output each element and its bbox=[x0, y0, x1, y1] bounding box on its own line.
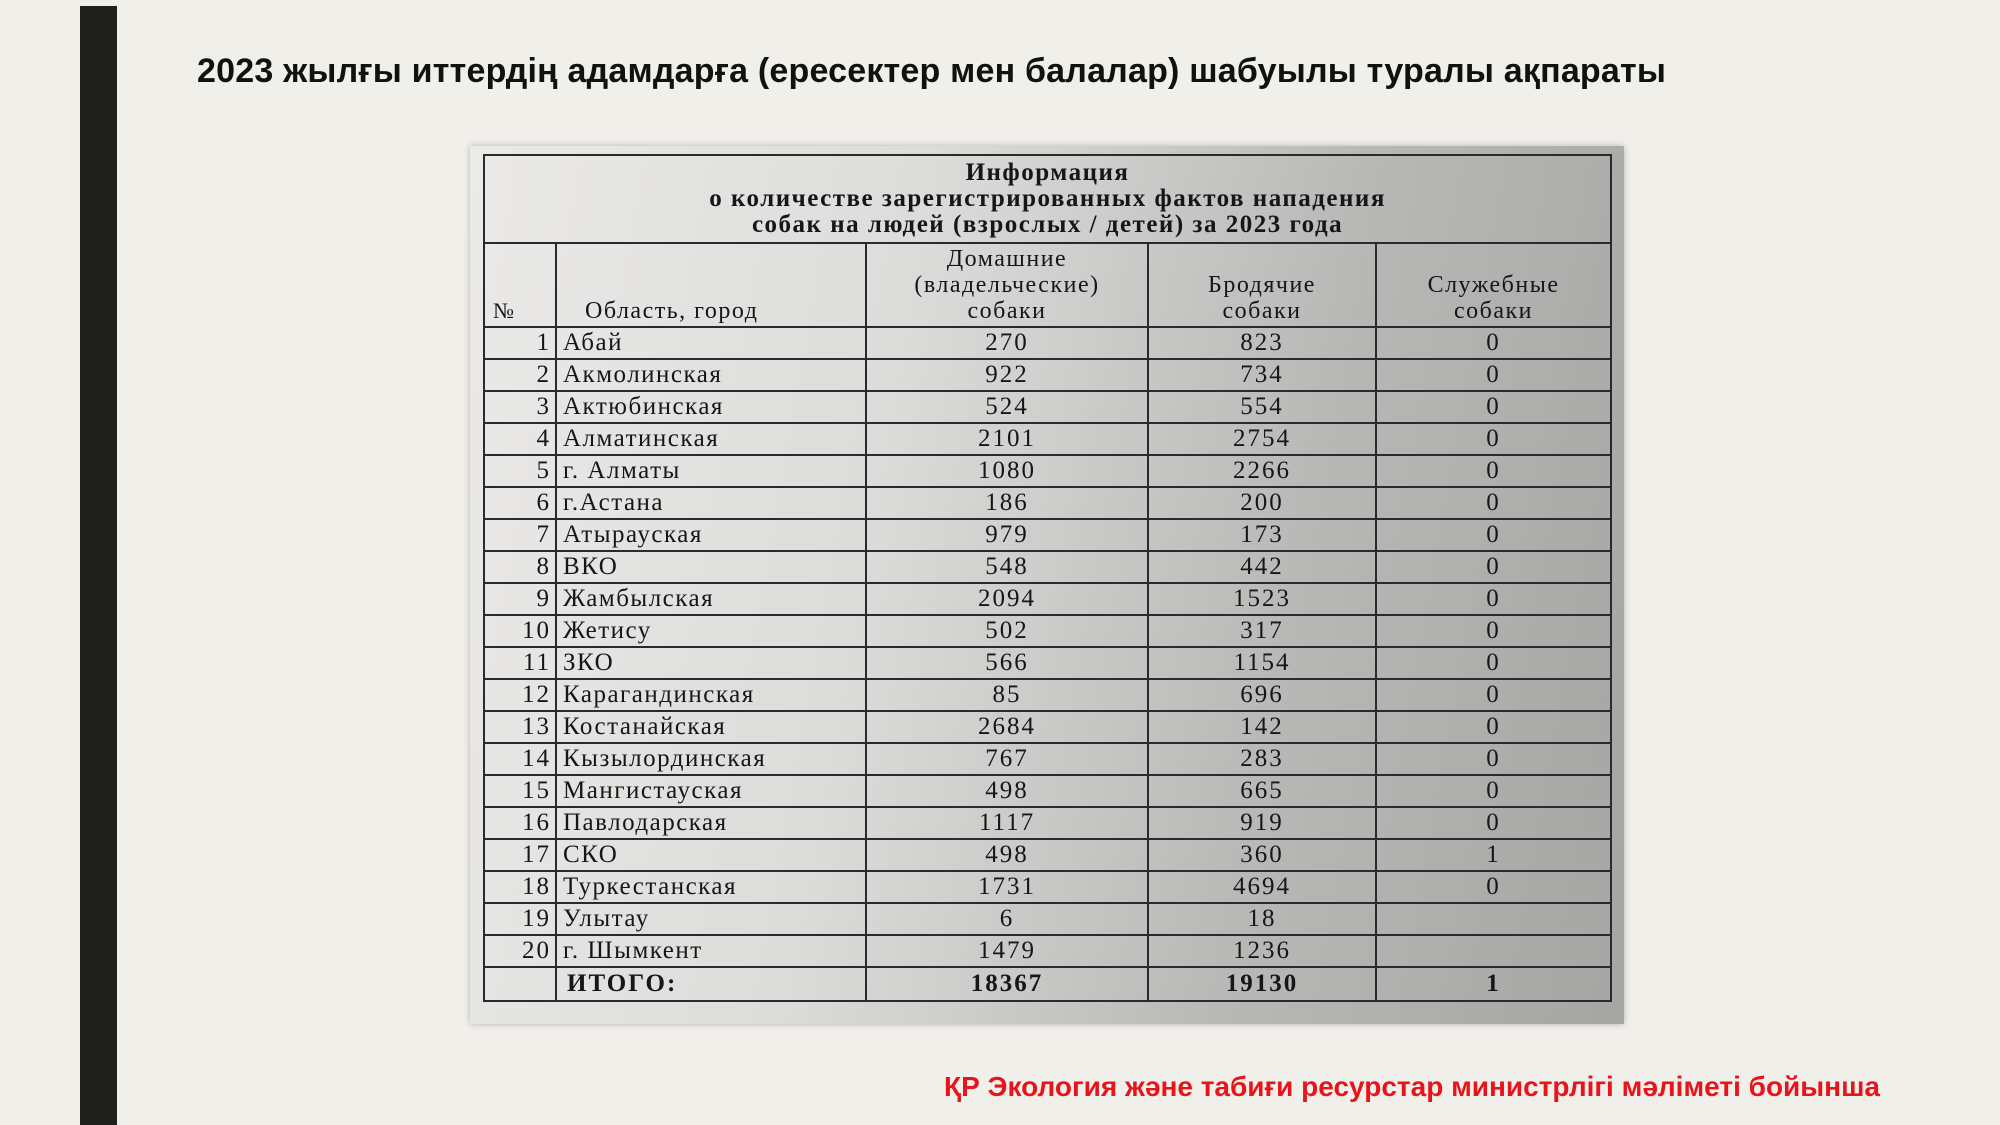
row-stray: 173 bbox=[1148, 519, 1376, 551]
table-row bbox=[484, 583, 1611, 615]
column-header-service-line1: Служебные bbox=[1427, 272, 1560, 298]
row-domestic: 270 bbox=[866, 327, 1148, 359]
row-number: 13 bbox=[484, 711, 556, 743]
row-region: г.Астана bbox=[556, 487, 866, 519]
row-stray: 2266 bbox=[1148, 455, 1376, 487]
row-number: 12 bbox=[484, 679, 556, 711]
row-region: Мангистауская bbox=[556, 775, 866, 807]
row-service bbox=[1376, 903, 1611, 935]
row-stray: 4694 bbox=[1148, 871, 1376, 903]
row-domestic: 524 bbox=[866, 391, 1148, 423]
row-service bbox=[1376, 935, 1611, 967]
table-row bbox=[484, 839, 1611, 871]
row-number: 3 bbox=[484, 391, 556, 423]
row-domestic: 767 bbox=[866, 743, 1148, 775]
row-stray: 734 bbox=[1148, 359, 1376, 391]
row-service: 1 bbox=[1376, 839, 1611, 871]
row-domestic: 186 bbox=[866, 487, 1148, 519]
table-row bbox=[484, 519, 1611, 551]
table-row bbox=[484, 647, 1611, 679]
row-stray: 919 bbox=[1148, 807, 1376, 839]
total-row bbox=[484, 967, 1611, 1001]
row-stray: 283 bbox=[1148, 743, 1376, 775]
row-number: 6 bbox=[484, 487, 556, 519]
table-row bbox=[484, 455, 1611, 487]
column-header-domestic-line3: собаки bbox=[967, 298, 1047, 324]
column-header-region: Область, город bbox=[556, 243, 866, 327]
row-number: 15 bbox=[484, 775, 556, 807]
row-stray: 554 bbox=[1148, 391, 1376, 423]
column-header-stray bbox=[1148, 243, 1376, 327]
row-region: г. Алматы bbox=[556, 455, 866, 487]
table-row bbox=[484, 871, 1611, 903]
row-service: 0 bbox=[1376, 583, 1611, 615]
row-number: 16 bbox=[484, 807, 556, 839]
row-service: 0 bbox=[1376, 423, 1611, 455]
row-domestic: 979 bbox=[866, 519, 1148, 551]
row-stray: 665 bbox=[1148, 775, 1376, 807]
row-stray: 1236 bbox=[1148, 935, 1376, 967]
row-number: 9 bbox=[484, 583, 556, 615]
row-service: 0 bbox=[1376, 327, 1611, 359]
row-number: 11 bbox=[484, 647, 556, 679]
row-region: Жамбылская bbox=[556, 583, 866, 615]
row-stray: 18 bbox=[1148, 903, 1376, 935]
row-service: 0 bbox=[1376, 615, 1611, 647]
table-body bbox=[484, 327, 1611, 967]
table-row bbox=[484, 487, 1611, 519]
table-row bbox=[484, 423, 1611, 455]
column-header-domestic-line1: Домашние bbox=[946, 246, 1068, 272]
document-heading-line2: о количестве зарегистрированных фактов нападения bbox=[709, 185, 1386, 212]
row-region: Улытау bbox=[556, 903, 866, 935]
row-region: Атырауская bbox=[556, 519, 866, 551]
column-header-service-line2: собаки bbox=[1454, 298, 1534, 324]
row-region: г. Шымкент bbox=[556, 935, 866, 967]
row-stray: 823 bbox=[1148, 327, 1376, 359]
total-service: 1 bbox=[1376, 967, 1611, 1001]
row-number: 2 bbox=[484, 359, 556, 391]
row-domestic: 498 bbox=[866, 839, 1148, 871]
row-stray: 2754 bbox=[1148, 423, 1376, 455]
table-row bbox=[484, 743, 1611, 775]
slide-title: 2023 жылғы иттердің адамдарға (ересектер мен балалар) шабуылы туралы ақпараты bbox=[197, 52, 1667, 90]
column-header-row bbox=[484, 243, 1611, 327]
table-row bbox=[484, 903, 1611, 935]
total-stray: 19130 bbox=[1148, 967, 1376, 1001]
row-service: 0 bbox=[1376, 679, 1611, 711]
row-stray: 360 bbox=[1148, 839, 1376, 871]
table-row bbox=[484, 391, 1611, 423]
row-region: ВКО bbox=[556, 551, 866, 583]
row-number: 4 bbox=[484, 423, 556, 455]
row-domestic: 1731 bbox=[866, 871, 1148, 903]
row-service: 0 bbox=[1376, 551, 1611, 583]
document-heading-line3: собак на людей (взрослых / детей) за 2023 года bbox=[751, 211, 1344, 238]
table-row bbox=[484, 679, 1611, 711]
row-region: Костанайская bbox=[556, 711, 866, 743]
row-region: Карагандинская bbox=[556, 679, 866, 711]
row-number: 7 bbox=[484, 519, 556, 551]
row-stray: 442 bbox=[1148, 551, 1376, 583]
row-number: 17 bbox=[484, 839, 556, 871]
table-row bbox=[484, 551, 1611, 583]
table-row bbox=[484, 807, 1611, 839]
column-header-domestic bbox=[866, 243, 1148, 327]
column-header-num: № bbox=[484, 243, 556, 327]
row-domestic: 502 bbox=[866, 615, 1148, 647]
row-service: 0 bbox=[1376, 743, 1611, 775]
table-row bbox=[484, 615, 1611, 647]
source-note: ҚР Экология және табиғи ресурстар министрлігі мәліметі бойынша bbox=[943, 1071, 1880, 1102]
row-service: 0 bbox=[1376, 519, 1611, 551]
column-header-domestic-line2: (владельческие) bbox=[914, 272, 1100, 298]
row-region: СКО bbox=[556, 839, 866, 871]
row-domestic: 566 bbox=[866, 647, 1148, 679]
row-domestic: 922 bbox=[866, 359, 1148, 391]
side-accent-bar bbox=[80, 6, 117, 1125]
row-domestic: 1117 bbox=[866, 807, 1148, 839]
row-region: Актюбинская bbox=[556, 391, 866, 423]
row-stray: 200 bbox=[1148, 487, 1376, 519]
row-domestic: 85 bbox=[866, 679, 1148, 711]
row-service: 0 bbox=[1376, 455, 1611, 487]
row-number: 14 bbox=[484, 743, 556, 775]
row-number: 18 bbox=[484, 871, 556, 903]
row-region: Жетису bbox=[556, 615, 866, 647]
document-heading bbox=[484, 155, 1611, 243]
row-region: Туркестанская bbox=[556, 871, 866, 903]
row-service: 0 bbox=[1376, 711, 1611, 743]
row-number: 8 bbox=[484, 551, 556, 583]
row-region: Акмолинская bbox=[556, 359, 866, 391]
row-service: 0 bbox=[1376, 871, 1611, 903]
total-num-cell bbox=[484, 967, 556, 1001]
row-service: 0 bbox=[1376, 487, 1611, 519]
row-region: ЗКО bbox=[556, 647, 866, 679]
table-row bbox=[484, 775, 1611, 807]
row-number: 19 bbox=[484, 903, 556, 935]
row-number: 20 bbox=[484, 935, 556, 967]
document-photo bbox=[470, 146, 1624, 1024]
row-stray: 317 bbox=[1148, 615, 1376, 647]
row-domestic: 548 bbox=[866, 551, 1148, 583]
row-service: 0 bbox=[1376, 391, 1611, 423]
total-domestic: 18367 bbox=[866, 967, 1148, 1001]
row-domestic: 2094 bbox=[866, 583, 1148, 615]
row-service: 0 bbox=[1376, 775, 1611, 807]
row-number: 10 bbox=[484, 615, 556, 647]
table-row bbox=[484, 327, 1611, 359]
column-header-stray-line1: Бродячие bbox=[1208, 272, 1316, 298]
row-stray: 696 bbox=[1148, 679, 1376, 711]
table-row bbox=[484, 711, 1611, 743]
row-region: Кызылординская bbox=[556, 743, 866, 775]
row-region: Алматинская bbox=[556, 423, 866, 455]
row-number: 1 bbox=[484, 327, 556, 359]
column-header-stray-line2: собаки bbox=[1222, 298, 1302, 324]
dog-attacks-table bbox=[483, 154, 1612, 1002]
row-stray: 1523 bbox=[1148, 583, 1376, 615]
row-region: Абай bbox=[556, 327, 866, 359]
row-stray: 1154 bbox=[1148, 647, 1376, 679]
row-region: Павлодарская bbox=[556, 807, 866, 839]
total-label: ИТОГО: bbox=[556, 967, 866, 1001]
row-domestic: 498 bbox=[866, 775, 1148, 807]
row-stray: 142 bbox=[1148, 711, 1376, 743]
row-service: 0 bbox=[1376, 647, 1611, 679]
document-heading-line1: Информация bbox=[965, 159, 1130, 186]
column-header-service bbox=[1376, 243, 1611, 327]
row-domestic: 2101 bbox=[866, 423, 1148, 455]
table-row bbox=[484, 359, 1611, 391]
row-domestic: 2684 bbox=[866, 711, 1148, 743]
row-number: 5 bbox=[484, 455, 556, 487]
row-domestic: 1479 bbox=[866, 935, 1148, 967]
row-domestic: 6 bbox=[866, 903, 1148, 935]
table-row bbox=[484, 935, 1611, 967]
row-service: 0 bbox=[1376, 807, 1611, 839]
row-domestic: 1080 bbox=[866, 455, 1148, 487]
row-service: 0 bbox=[1376, 359, 1611, 391]
